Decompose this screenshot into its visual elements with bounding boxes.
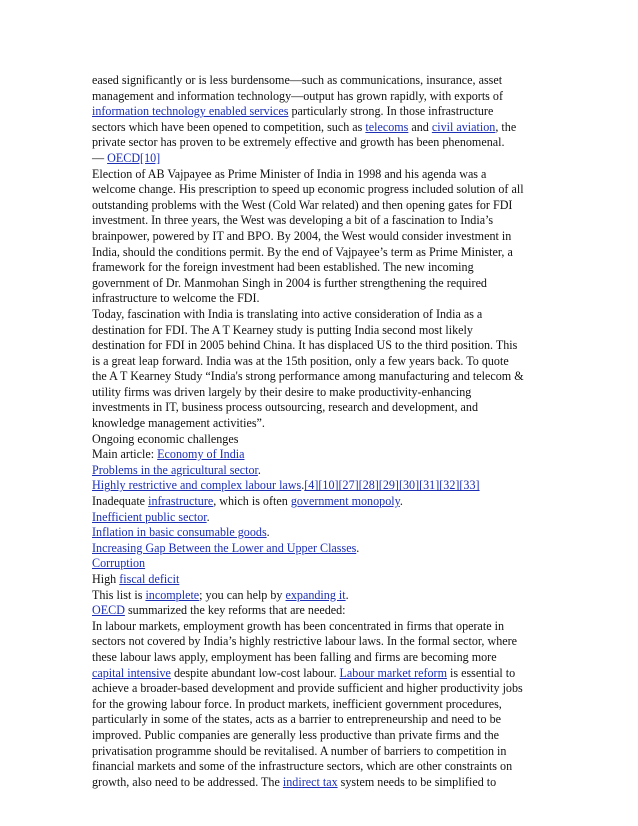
text-run: High [92, 572, 120, 586]
text-line [92, 135, 552, 151]
text-run: is essential to [446, 665, 516, 680]
text-line [92, 338, 552, 354]
text-run: . [345, 587, 349, 602]
text-line [92, 73, 552, 89]
text-line [92, 681, 552, 697]
text-line [92, 120, 552, 136]
text-run: . [356, 540, 360, 555]
hyperlink[interactable]: indirect tax [282, 774, 338, 789]
text-run: investment. In three years, the West was developing a bit of a fascination to India’s [92, 213, 494, 228]
text-line [92, 385, 552, 401]
text-run: Ongoing economic challenges [92, 431, 239, 446]
text-run: brainpower, powered by IT and BPO. By 2004, the West would consider investment in [92, 228, 512, 243]
text-run: . [301, 478, 305, 493]
hyperlink[interactable]: Corruption [92, 556, 146, 571]
text-line [92, 556, 552, 572]
text-run: . [399, 494, 403, 509]
text-line [92, 182, 552, 198]
text-run: . [257, 462, 261, 477]
text-line [92, 478, 552, 494]
text-line [92, 369, 552, 385]
text-line [92, 323, 552, 339]
text-line [92, 198, 552, 214]
text-line [92, 104, 552, 120]
hyperlink[interactable]: incomplete [145, 587, 200, 602]
text-run: particularly in some of the states, acts as a barrier to entrepreneurship and need to be [92, 712, 502, 727]
hyperlink[interactable]: infrastructure [148, 494, 214, 509]
text-line [92, 151, 552, 167]
text-run: these labour laws apply, employment has been falling and firms are becoming more [92, 649, 497, 664]
text-run: destination for FDI. The A T Kearney study is putting India second most likely [92, 322, 473, 337]
text-run: sectors not covered by India’s highly restrictive labour laws. In the formal sector, where [92, 634, 518, 649]
text-line [92, 572, 552, 588]
hyperlink[interactable]: Problems in the agricultural sector [92, 462, 258, 477]
text-run: achieve a broader-based development and provide sufficient and higher productivity jobs [92, 681, 523, 696]
text-run: In labour markets, employment growth has been concentrated in firms that operate in [92, 618, 505, 633]
text-line [92, 416, 552, 432]
text-line [92, 697, 552, 713]
text-run: . [206, 509, 210, 524]
text-run: financial markets and some of the infrastructure sectors, which are other constraints on [92, 759, 513, 774]
text-run: , which is often [213, 494, 291, 509]
text-run: private sector has proven to be extremely effective and growth has been phenomenal. [92, 135, 505, 150]
text-line [92, 245, 552, 261]
hyperlink[interactable]: Inflation in basic consumable goods [92, 525, 267, 540]
text-line [92, 276, 552, 292]
text-line [92, 447, 552, 463]
hyperlink[interactable]: expanding it [285, 587, 346, 602]
text-run: utility firms was driven largely by their desire to make productivity-enhancing [92, 384, 472, 399]
text-run: Main article: [92, 447, 158, 462]
text-run: — [92, 150, 108, 165]
text-run: system needs to be simplified to [337, 774, 497, 789]
text-line [92, 525, 552, 541]
text-run: welcome change. His prescription to speed up economic progress included solution of all [92, 182, 524, 197]
text-run: knowledge management activities”. [92, 416, 265, 431]
text-line [92, 712, 552, 728]
hyperlink[interactable]: Labour market reform [339, 665, 447, 680]
hyperlink[interactable]: telecoms [365, 119, 409, 134]
hyperlink[interactable]: Inefficient public sector [92, 509, 207, 524]
text-run: Today, fascination with India is translating into active consideration of India as a [92, 306, 483, 321]
hyperlink[interactable]: OECD[10] [107, 150, 161, 165]
text-run: improved. Public companies are generally less productive than private firms and the [92, 727, 500, 742]
hyperlink[interactable]: Economy of India [157, 447, 245, 462]
hyperlink[interactable]: civil aviation [431, 119, 496, 134]
text-run: infrastructure to welcome the FDI. [92, 291, 260, 306]
text-run: destination for FDI in 2005 behind China. It has displaced US to the third position. This [92, 338, 518, 353]
text-line [92, 260, 552, 276]
text-run: privatisation programme should be revitalised. A number of barriers to competition in [92, 743, 507, 758]
text-run: outstanding problems with the West (Cold War related) and then opening gates for FDI [92, 197, 513, 212]
text-run: management and information technology—output has grown rapidly, with exports of [92, 88, 503, 103]
text-line [92, 229, 552, 245]
text-run: framework for the foreign investment had been established. The new incoming [92, 260, 474, 275]
text-line [92, 89, 552, 105]
text-line [92, 291, 552, 307]
text-line [92, 759, 552, 775]
text-line [92, 588, 552, 604]
text-run: . [266, 525, 270, 540]
text-line [92, 666, 552, 682]
text-line [92, 603, 552, 619]
hyperlink[interactable]: [4][10][27][28][29][30][31][32][33] [304, 478, 480, 493]
text-run: eased significantly or is less burdensome—such as communications, insurance, asset [92, 73, 503, 87]
text-line [92, 463, 552, 479]
text-line [92, 650, 552, 666]
hyperlink[interactable]: information technology enabled services [92, 104, 289, 119]
text-run: government of Dr. Manmohan Singh in 2004 is further strengthening the required [92, 275, 487, 290]
hyperlink[interactable]: Highly restrictive and complex labour laws [92, 478, 302, 493]
text-line [92, 541, 552, 557]
text-run: is a great leap forward. India was at the 15th position, only a few years back. To quote [92, 353, 509, 368]
text-line [92, 634, 552, 650]
text-line [92, 213, 552, 229]
text-line [92, 510, 552, 526]
text-line [92, 167, 552, 183]
text-line [92, 728, 552, 744]
text-line [92, 775, 552, 791]
text-run: This list is [92, 587, 146, 602]
text-line [92, 432, 552, 448]
text-line [92, 354, 552, 370]
text-run: despite abundant low-cost labour. [170, 665, 340, 680]
text-line [92, 619, 552, 635]
text-run: summarized the key reforms that are needed: [124, 603, 346, 618]
text-run: sectors which have been opened to competition, such as [92, 119, 366, 134]
document-body [92, 73, 552, 790]
text-run: , the [495, 119, 517, 134]
hyperlink[interactable]: government monopoly [290, 494, 400, 509]
text-run: Election of AB Vajpayee as Prime Minister of India in 1998 and his agenda was a [92, 166, 487, 181]
text-run: investments in IT, business process outsourcing, research and development, and [92, 400, 479, 415]
text-run: ; you can help by [199, 587, 286, 602]
text-run: India, should the conditions permit. By the end of Vajpayee’s term as Prime Minister, a [92, 244, 513, 259]
text-run: for the growing labour force. In product markets, inefficient government procedures, [92, 696, 502, 711]
hyperlink[interactable]: Increasing Gap Between the Lower and Upper Classes [92, 540, 357, 555]
hyperlink[interactable]: OECD [92, 603, 125, 618]
text-line [92, 307, 552, 323]
text-line [92, 494, 552, 510]
text-run: Inadequate [92, 494, 149, 509]
text-line [92, 400, 552, 416]
text-run: and [408, 119, 432, 134]
text-line [92, 744, 552, 760]
text-run: particularly strong. In those infrastructure [288, 104, 494, 119]
text-run: growth, also need to be addressed. The [92, 774, 283, 789]
hyperlink[interactable]: capital intensive [92, 665, 171, 680]
hyperlink[interactable]: fiscal deficit [119, 572, 180, 586]
text-run: the A T Kearney Study “India's strong performance among manufacturing and telecom & [92, 369, 524, 384]
